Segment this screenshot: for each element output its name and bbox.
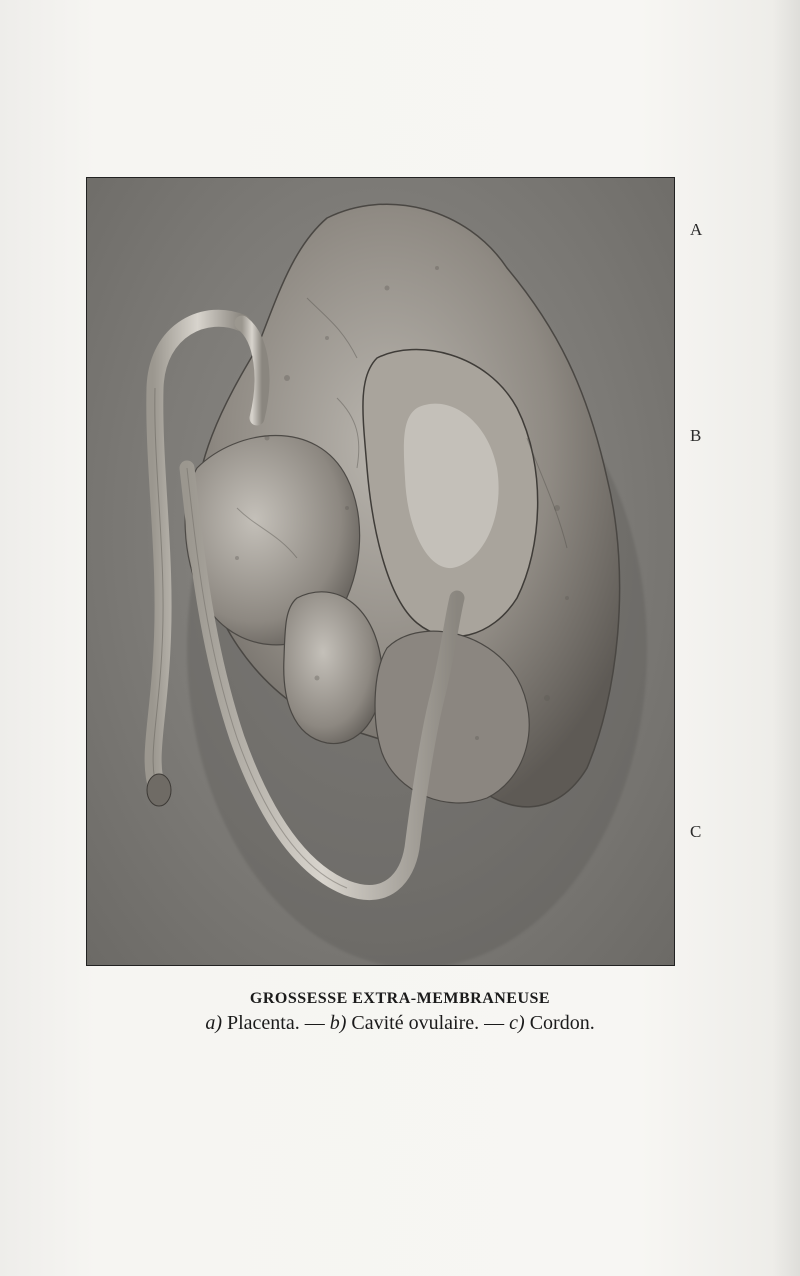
margin-letter-b: B (690, 426, 702, 445)
show-through-heading (75, 96, 715, 131)
specimen-illustration (87, 178, 674, 965)
legend-separator: — (484, 1012, 505, 1034)
margin-letter-a: A (690, 220, 703, 239)
legend-label-ovular-cavity: Cavité ovulaire. (351, 1012, 480, 1034)
legend-key-b: b) (329, 1012, 347, 1034)
legend-label-cord: Cordon. (529, 1012, 595, 1034)
margin-letter-c: C (690, 822, 702, 841)
plate-caption-title: GROSSESSE EXTRA-MEMBRANEUSE (249, 990, 551, 1007)
legend-key-c: c) (509, 1012, 525, 1034)
legend-key-a: a) (205, 1012, 222, 1034)
legend-label-placenta: Placenta. (226, 1012, 300, 1034)
page-edge-shadow (772, 0, 800, 1276)
specimen-photograph (86, 177, 675, 966)
legend-separator: — (304, 1012, 325, 1034)
plate-caption-legend (0, 1012, 800, 1035)
